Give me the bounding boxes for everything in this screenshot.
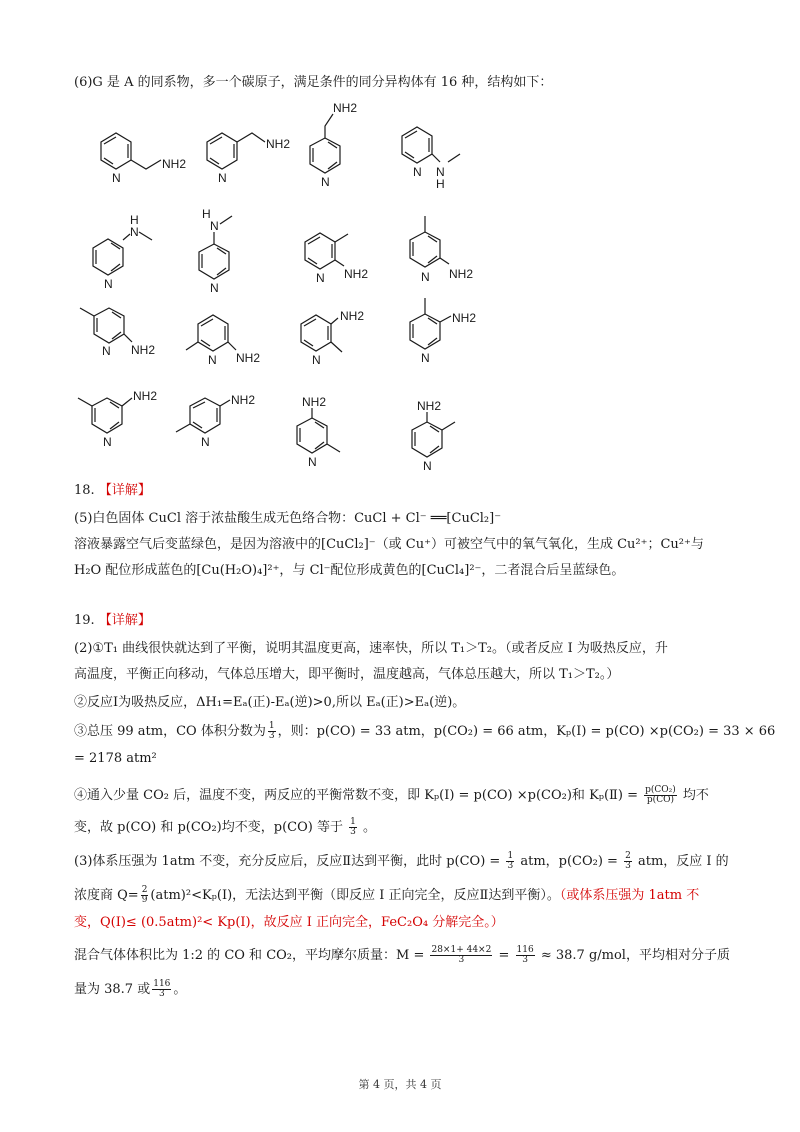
- svg-text:N: N: [312, 353, 321, 367]
- isomer-11-2-methylpyridin3-amine: [296, 304, 396, 378]
- svg-text:N: N: [423, 459, 432, 473]
- svg-text:N: N: [102, 344, 111, 358]
- q18-line1: (5)白色固体 CuCl 溶于浓盐酸生成无色络合物：CuCl + Cl⁻ ══[CuCl₂]⁻: [74, 511, 502, 526]
- frac-two-thirds: $\frac{2}{3}$: [625, 851, 631, 871]
- svg-text:H: H: [436, 177, 445, 191]
- svg-text:N: N: [308, 455, 317, 469]
- svg-text:N: N: [112, 171, 121, 185]
- q19-p3a: ③总压 99 atm，CO 体积分数为 $\frac{1}{3}$ ，则：p(CO) = 33 atm，p(CO₂) = 66 atm，Kₚ(I) = p(CO) ×p(CO₂) = 33 × 66: [74, 721, 776, 741]
- svg-text:N: N: [103, 435, 112, 449]
- isomer-10-6-methylpyridin2-amine: [180, 306, 290, 380]
- svg-text:N: N: [201, 435, 210, 449]
- svg-text:NH2: NH2: [231, 393, 256, 407]
- svg-text:N: N: [208, 353, 217, 367]
- isomer-7-3-methylpyridin2-amine: [300, 222, 400, 296]
- frac-116-3: $\frac{116}{3}$: [516, 945, 534, 965]
- intro-line: (6)G 是 A 的同系物，多一个碳原子，满足条件的同分异构体有 16 种，结构如下：: [74, 75, 553, 90]
- frac-two-ninths: $\frac{2}{9}$: [141, 885, 148, 905]
- q19-p2: ②反应Ⅰ为吸热反应，ΔH₁=Eₐ(正)-Eₐ(逆)>0,所以 Eₐ(正)>Eₐ(逆)。: [74, 695, 466, 710]
- svg-text:H: H: [130, 213, 139, 227]
- q19-p5c: 变，Q(I)≤ (0.5atm)²< Kp(I)，故反应 I 正向完全，FeC₂O₄ 分解完全。）: [74, 915, 504, 930]
- svg-text:N: N: [436, 165, 445, 179]
- isomer-6-n-methylpyridin4-amine: [192, 206, 272, 300]
- frac-one-third-c: $\frac{1}{3}$: [507, 851, 514, 871]
- q19-p5b: 浓度商 Q= $\frac{2}{9}$ (atm)²<Kₚ(I)，无法达到平衡（即反应 I 正向完全，反应Ⅱ达到平衡）。（或体系压强为 1atm 不: [74, 885, 700, 905]
- q19-p5a: (3)体系压强为 1atm 不变，充分反应后，反应Ⅱ达到平衡，此时 p(CO) = $\frac{1}{3}$ atm，p(CO₂) = $\frac{2}{3}$ atm，反应 I 的: [74, 851, 729, 871]
- svg-text:NH2: NH2: [133, 389, 158, 403]
- svg-text:H: H: [202, 207, 211, 221]
- isomer-1-pyridin2-ylmethanamine: [86, 118, 196, 192]
- isomer-14-6-methylpyridin3-amine: [172, 384, 282, 458]
- svg-text:N: N: [316, 271, 325, 285]
- isomer-13-5-methylpyridin3-amine: [74, 382, 174, 466]
- frac-116-3-b: $\frac{116}{3}$: [153, 979, 171, 999]
- frac-one-third-b: $\frac{1}{3}$: [350, 817, 356, 837]
- q19-p4b: 变，故 p(CO) 和 p(CO₂)均不变，p(CO) 等于 $\frac{1}{3}$ 。: [74, 817, 376, 837]
- q19-p4a: ④通入少量 CO₂ 后，温度不变，两反应的平衡常数不变，即 Kₚ(I) = p(CO) ×p(CO₂)和 Kₚ(Ⅱ) = $\frac{\text{p(CO₂)}}{p(CO)}$ 均不: [74, 785, 709, 805]
- frac-pco2-over-pco: $\frac{\text{p(CO₂)}}{p(CO)}$: [645, 785, 676, 805]
- svg-text:NH2: NH2: [302, 395, 327, 409]
- svg-text:NH2: NH2: [266, 137, 291, 151]
- frac-mass-calc: $\frac{28\times 1+ 44\times 2}{3}$: [431, 945, 492, 965]
- svg-text:N: N: [421, 351, 430, 365]
- svg-text:N: N: [321, 175, 330, 189]
- isomer-15-2-methylpyridin4-amine: [290, 392, 380, 476]
- q19-p6b: 量为 38.7 或 $\frac{116}{3}$ 。: [74, 979, 187, 999]
- svg-text:NH2: NH2: [344, 267, 369, 281]
- isomer-5-n-methylpyridin3-amine: [88, 212, 188, 296]
- q18-heading: 18. 【详解】: [74, 483, 151, 498]
- svg-text:NH2: NH2: [131, 343, 156, 357]
- isomer-3-pyridin4-ylmethanamine: [303, 98, 383, 192]
- svg-text:NH2: NH2: [417, 399, 442, 413]
- svg-text:N: N: [130, 225, 139, 239]
- isomer-4-n-methylpyridin2-amine: [392, 118, 502, 192]
- isomer-8-4-methylpyridin2-amine: [405, 206, 505, 290]
- isomer-12-4-methylpyridin3-amine: [405, 290, 505, 374]
- q18-line2: 溶液暴露空气后变蓝绿色，是因为溶液中的[CuCl₂]⁻（或 Cu⁺）可被空气中的氧气氧化，生成 Cu²⁺；Cu²⁺与: [74, 537, 704, 552]
- isomer-2-pyridin3-ylmethanamine: [197, 118, 307, 192]
- svg-text:N: N: [413, 165, 422, 179]
- svg-text:N: N: [210, 219, 219, 233]
- svg-text:NH2: NH2: [340, 309, 365, 323]
- svg-text:N: N: [210, 281, 219, 295]
- svg-text:NH2: NH2: [236, 351, 261, 365]
- svg-text:NH2: NH2: [333, 101, 358, 115]
- q19-p1a: (2)①T₁ 曲线很快就达到了平衡，说明其温度更高，速率快，所以 T₁＞T₂。（或者反应 I 为吸热反应，升: [74, 641, 668, 656]
- frac-one-third: $\frac{1}{3}$: [268, 721, 275, 741]
- page-footer: 第 4 页，共 4 页: [358, 1078, 442, 1091]
- q19-p3b: = 2178 atm²: [74, 751, 157, 766]
- q19-p6a: 混合气体体积比为 1:2 的 CO 和 CO₂，平均摩尔质量：M = $\frac{28\times 1+ 44\times 2}{3}$ = $\frac{116}{3}$ ≈ 38.7 g/mol，平均相对分子质: [74, 945, 730, 965]
- svg-text:N: N: [218, 171, 227, 185]
- q19-p1b: 高温度，平衡正向移动，气体总压增大，即平衡时，温度越高，气体总压越大，所以 T₁＞T₂。）: [74, 667, 620, 682]
- q18-line3: H₂O 配位形成蓝色的[Cu(H₂O)₄]²⁺，与 Cl⁻配位形成黄色的[CuCl₄]²⁻，二者混合后呈蓝绿色。: [74, 563, 625, 578]
- q19-heading: 19. 【详解】: [74, 613, 151, 628]
- isomer-16-3-methylpyridin4-amine: [405, 396, 495, 480]
- isomer-9-5-methylpyridin2-amine: [76, 298, 176, 372]
- svg-text:N: N: [421, 270, 430, 284]
- svg-text:NH2: NH2: [162, 157, 187, 171]
- svg-text:NH2: NH2: [449, 267, 474, 281]
- svg-text:N: N: [104, 277, 113, 291]
- svg-text:NH2: NH2: [452, 311, 477, 325]
